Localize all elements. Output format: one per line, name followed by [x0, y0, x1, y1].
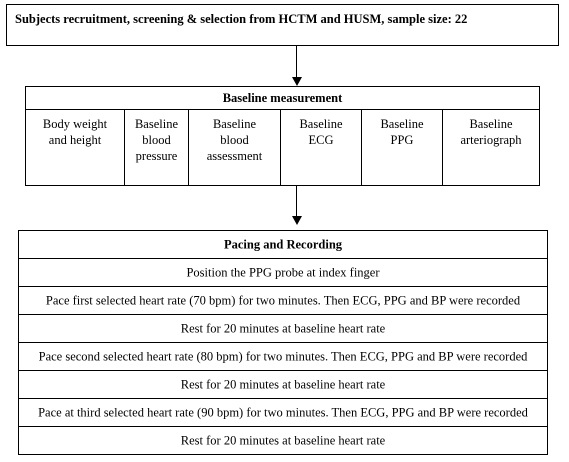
cell-line: Body weight: [42, 117, 108, 131]
pacing-step-text: Pace first selected heart rate (70 bpm) for two minutes. Then ECG, PPG and BP were recorded: [45, 293, 521, 307]
cell-line: Baseline: [134, 117, 179, 131]
pacing-recording-box: [18, 230, 548, 455]
pacing-title-row: [19, 231, 547, 259]
pacing-step-row: [19, 343, 547, 371]
pacing-title: Pacing and Recording: [223, 237, 343, 251]
arrow-head-icon: [292, 77, 302, 86]
cell-line: Baseline: [469, 117, 513, 131]
arrow-shaft: [296, 46, 297, 77]
pacing-step-row: [19, 371, 547, 399]
pacing-step-row: [19, 315, 547, 343]
cell-line: Baseline: [380, 117, 424, 131]
pacing-step-text: Rest for 20 minutes at baseline heart rate: [180, 377, 386, 391]
baseline-cell-body-weight: [26, 109, 125, 185]
pacing-step-text: Rest for 20 minutes at baseline heart rate: [180, 321, 386, 335]
baseline-title: Baseline measurement: [26, 87, 539, 110]
pacing-step-text: Position the PPG probe at index finger: [186, 265, 380, 279]
baseline-cell-ppg: [362, 109, 443, 185]
pacing-step-text: Rest for 20 minutes at baseline heart rate: [180, 433, 386, 447]
recruitment-box: [6, 4, 559, 46]
arrow-head-icon: [292, 216, 302, 225]
down-arrow-1: [292, 46, 302, 86]
cell-line: assessment: [206, 149, 263, 163]
baseline-measurement-box: [25, 86, 540, 186]
pacing-step-row: [19, 427, 547, 454]
cell-line: Baseline: [299, 117, 343, 131]
cell-line: arteriograph: [460, 133, 522, 147]
baseline-cell-blood-assessment: [189, 109, 281, 185]
arrow-shaft: [296, 186, 297, 216]
baseline-cell-ecg: [281, 109, 362, 185]
pacing-step-text: Pace second selected heart rate (80 bpm) for two minutes. Then ECG, PPG and BP were recorded: [38, 349, 528, 363]
cell-line: blood: [142, 133, 171, 147]
baseline-cells: [26, 109, 539, 185]
cell-line: Baseline: [212, 117, 257, 131]
baseline-cell-arteriograph: [443, 109, 539, 185]
baseline-cell-blood-pressure: [125, 109, 189, 185]
pacing-step-row: [19, 399, 547, 427]
recruitment-text: Subjects recruitment, screening & selection from HCTM and HUSM, sample size: 22: [15, 12, 468, 26]
cell-line: pressure: [135, 149, 178, 163]
cell-line: and height: [48, 133, 102, 147]
pacing-step-row: [19, 259, 547, 287]
pacing-step-row: [19, 287, 547, 315]
down-arrow-2: [292, 186, 302, 225]
pacing-step-text: Pace at third selected heart rate (90 bpm) for two minutes. Then ECG, PPG and BP were recorded: [38, 405, 528, 419]
cell-line: PPG: [390, 133, 414, 147]
cell-line: ECG: [308, 133, 334, 147]
cell-line: blood: [220, 133, 249, 147]
